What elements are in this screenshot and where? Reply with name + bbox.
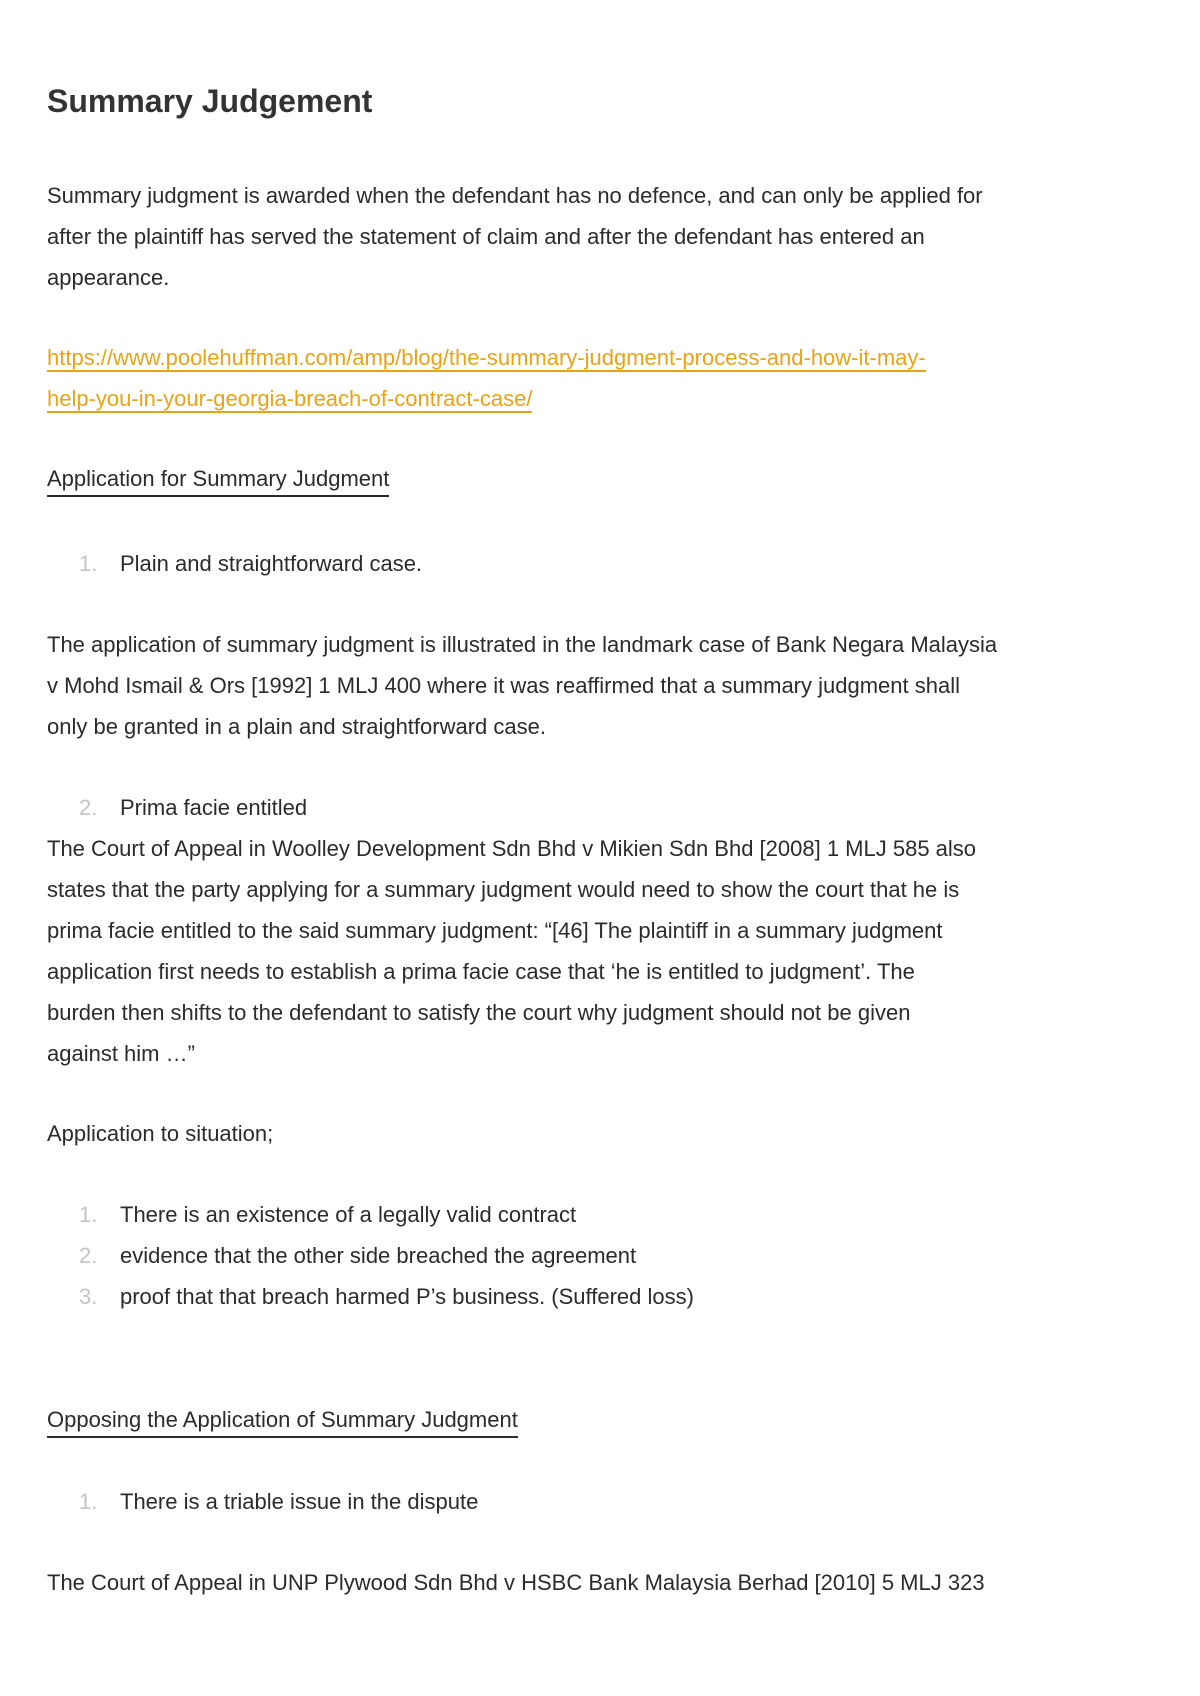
section-heading-application: Application for Summary Judgment bbox=[47, 463, 389, 497]
paragraph-line: v Mohd Ismail & Ors [1992] 1 MLJ 400 where it was reaffirmed that a summary judgment shall bbox=[47, 673, 960, 698]
list-number: 2. bbox=[79, 795, 98, 820]
list-item-text: evidence that the other side breached the agreement bbox=[120, 1243, 637, 1268]
list-item-text: Plain and straightforward case. bbox=[120, 551, 423, 576]
paragraph-line: against him …” bbox=[47, 1041, 195, 1066]
situation-label-text: Application to situation; bbox=[47, 1121, 274, 1146]
reference-link-line[interactable]: https://www.poolehuffman.com/amp/blog/the-summary-judgment-process-and-how-it-may- bbox=[47, 345, 926, 370]
reference-link-line[interactable]: help-you-in-your-georgia-breach-of-contract-case/ bbox=[47, 386, 533, 411]
list-item-text: There is an existence of a legally valid contract bbox=[120, 1202, 577, 1227]
paragraph-line: The application of summary judgment is illustrated in the landmark case of Bank Negara Malaysia bbox=[47, 632, 998, 657]
paragraph-line: only be granted in a plain and straightforward case. bbox=[47, 714, 546, 739]
section-heading-opposing: Opposing the Application of Summary Judgment bbox=[47, 1404, 518, 1438]
intro-line: after the plaintiff has served the statement of claim and after the defendant has entered an bbox=[47, 224, 925, 249]
paragraph-line: The Court of Appeal in UNP Plywood Sdn Bhd v HSBC Bank Malaysia Berhad [2010] 5 MLJ 323 bbox=[47, 1570, 985, 1595]
list-number: 1. bbox=[79, 1489, 98, 1514]
paragraph-line: The Court of Appeal in Woolley Development Sdn Bhd v Mikien Sdn Bhd [2008] 1 MLJ 585 also bbox=[47, 836, 977, 861]
bank-negara-paragraph bbox=[47, 624, 1167, 747]
list-number: 1. bbox=[79, 551, 98, 576]
intro-line: Summary judgment is awarded when the defendant has no defence, and can only be applied for bbox=[47, 183, 983, 208]
list-item-text: proof that that breach harmed P’s business. (Suffered loss) bbox=[120, 1284, 694, 1309]
paragraph-line: application first needs to establish a prima facie case that ‘he is entitled to judgment’. The bbox=[47, 959, 915, 984]
intro-paragraph bbox=[47, 175, 1167, 298]
list-number: 1. bbox=[79, 1202, 98, 1227]
paragraph-line: burden then shifts to the defendant to satisfy the court why judgment should not be given bbox=[47, 1000, 911, 1025]
list-item-text: There is a triable issue in the dispute bbox=[120, 1489, 479, 1514]
intro-line: appearance. bbox=[47, 265, 170, 290]
page-title: Summary Judgement bbox=[47, 83, 373, 119]
woolley-paragraph bbox=[47, 828, 1167, 1074]
list-number: 2. bbox=[79, 1243, 98, 1268]
situation-label bbox=[47, 1113, 1167, 1154]
paragraph-line: prima facie entitled to the said summary judgment: “[46] The plaintiff in a summary judgment bbox=[47, 918, 943, 943]
list-item-text: Prima facie entitled bbox=[120, 795, 308, 820]
list-number: 3. bbox=[79, 1284, 98, 1309]
reference-link[interactable] bbox=[47, 337, 926, 419]
unp-plywood-paragraph bbox=[47, 1562, 1167, 1603]
paragraph-line: states that the party applying for a summary judgment would need to show the court that he is bbox=[47, 877, 960, 902]
